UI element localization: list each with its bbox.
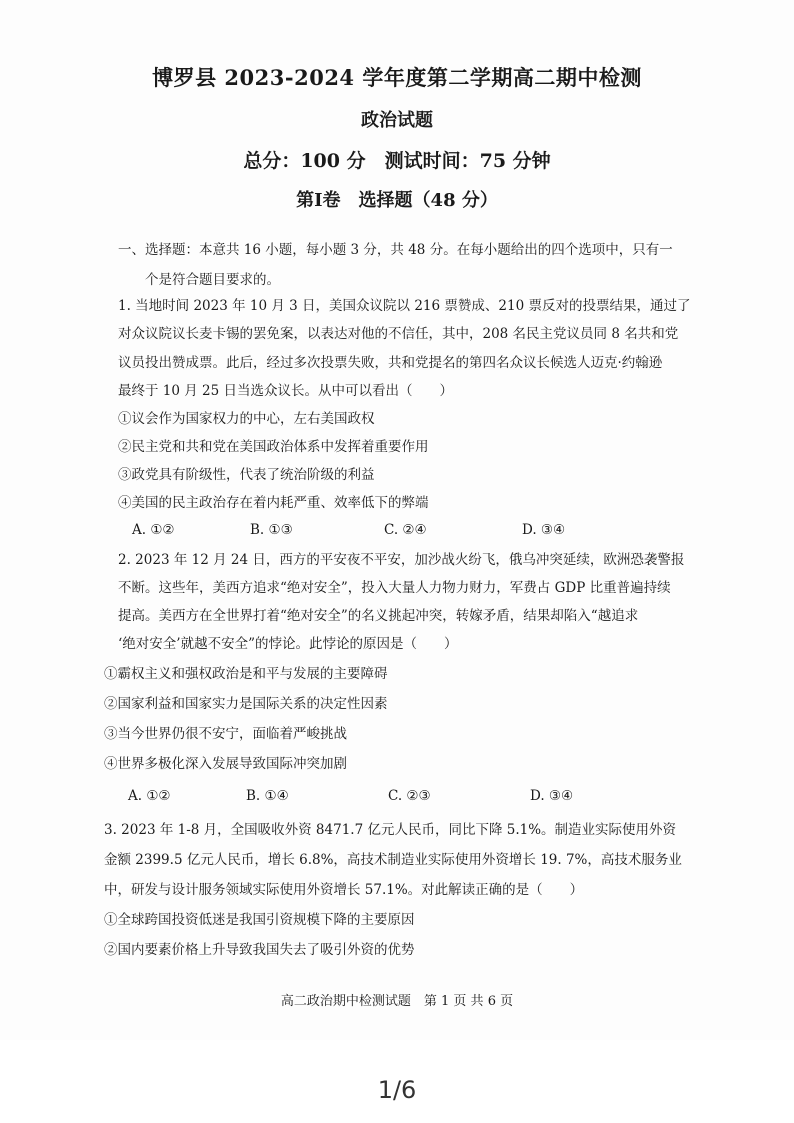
exam-score-time: 总分：100 分 测试时间：75 分钟 bbox=[243, 150, 551, 172]
exam-title: 博罗县 2023-2024 学年度第二学期高二期中检测 bbox=[152, 65, 642, 90]
section-heading: 第Ⅰ卷 选择题（48 分） bbox=[296, 190, 498, 211]
q1-stem-line-4: 最终于 10 月 25 日当选众议长。从中可以看出（ ） bbox=[118, 383, 454, 399]
q2-statement-4: ④世界多极化深入发展导致国际冲突加剧 bbox=[104, 756, 347, 772]
q1-option-c[interactable]: C. ②④ bbox=[384, 522, 427, 538]
q3-stem-line-3: 中，研发与设计服务领域实际使用外资增长 57.1%。对此解读正确的是（ ） bbox=[104, 882, 584, 898]
q2-stem-line-3: 提高。美西方在全世界打着“绝对安全”的名义挑起冲突，转嫁矛盾，结果却陷入“越追求 bbox=[118, 608, 639, 624]
q3-stem-line-1: 3. 2023 年 1-8 月，全国吸收外资 8471.7 亿元人民币，同比下降 5.1%。制造业实际使用外资 bbox=[104, 822, 677, 838]
page-indicator: 1/6 bbox=[377, 1076, 417, 1104]
q1-options bbox=[0, 520, 794, 542]
q1-statement-2: ②民主党和共和党在美国政治体系中发挥着重要作用 bbox=[118, 439, 429, 455]
q2-stem-line-2: 不断。这些年，美西方追求“绝对安全”，投入大量人力物力财力，军费占 GDP 比重普遍持续 bbox=[118, 580, 671, 596]
exam-subject: 政治试题 bbox=[361, 110, 433, 131]
q1-stem-line-3: 议员投出赞成票。此后，经过多次投票失败，共和党提名的第四名众议长候选人迈克·约翰逊 bbox=[118, 355, 663, 371]
q1-option-b[interactable]: B. ①③ bbox=[250, 522, 293, 538]
q1-stem-line-1: 1. 当地时间 2023 年 10 月 3 日，美国众议院以 216 票赞成、210 票反对的投票结果，通过了 bbox=[118, 298, 691, 314]
q2-stem-line-4: ‘绝对安全’就越不安全”的悖论。此悖论的原因是（ ） bbox=[118, 636, 458, 652]
q1-statement-3: ③政党具有阶级性，代表了统治阶级的利益 bbox=[118, 467, 375, 483]
q2-option-c[interactable]: C. ②③ bbox=[388, 788, 431, 804]
instruction-line-2: 个是符合题目要求的。 bbox=[145, 272, 280, 288]
q2-statement-2: ②国家利益和国家实力是国际关系的决定性因素 bbox=[104, 696, 388, 712]
q2-statement-3: ③当今世界仍很不安宁，面临着严峻挑战 bbox=[104, 726, 347, 742]
q3-statement-1: ①全球跨国投资低迷是我国引资规模下降的主要原因 bbox=[104, 912, 415, 928]
q1-statement-1: ①议会作为国家权力的中心，左右美国政权 bbox=[118, 411, 375, 427]
q1-option-a[interactable]: A. ①② bbox=[132, 522, 175, 538]
page-footer: 高二政治期中检测试题 第 1 页 共 6 页 bbox=[280, 994, 514, 1009]
q2-option-d[interactable]: D. ③④ bbox=[530, 788, 574, 804]
q2-statement-1: ①霸权主义和强权政治是和平与发展的主要障碍 bbox=[104, 666, 388, 682]
q1-statement-4: ④美国的民主政治存在着内耗严重、效率低下的弊端 bbox=[118, 495, 429, 511]
q1-stem-line-2: 对众议院议长麦卡锡的罢免案，以表达对他的不信任，其中，208 名民主党议员同 8 名共和党 bbox=[118, 326, 679, 342]
instruction-line-1: 一、选择题：本意共 16 小题，每小题 3 分，共 48 分。在每小题给出的四个选项中，只有一 bbox=[118, 242, 673, 258]
q2-option-a[interactable]: A. ①② bbox=[128, 788, 171, 804]
q3-statement-2: ②国内要素价格上升导致我国失去了吸引外资的优势 bbox=[104, 942, 415, 958]
q2-option-b[interactable]: B. ①④ bbox=[246, 788, 289, 804]
q1-option-d[interactable]: D. ③④ bbox=[522, 522, 566, 538]
q2-options bbox=[0, 786, 794, 808]
q2-stem-line-1: 2. 2023 年 12 月 24 日，西方的平安夜不平安，加沙战火纷飞，俄乌冲突延续，欧洲恐袭警报 bbox=[118, 552, 685, 568]
q3-stem-line-2: 金额 2399.5 亿元人民币，增长 6.8%，高技术制造业实际使用外资增长 19. 7%，高技术服务业 bbox=[104, 852, 682, 868]
